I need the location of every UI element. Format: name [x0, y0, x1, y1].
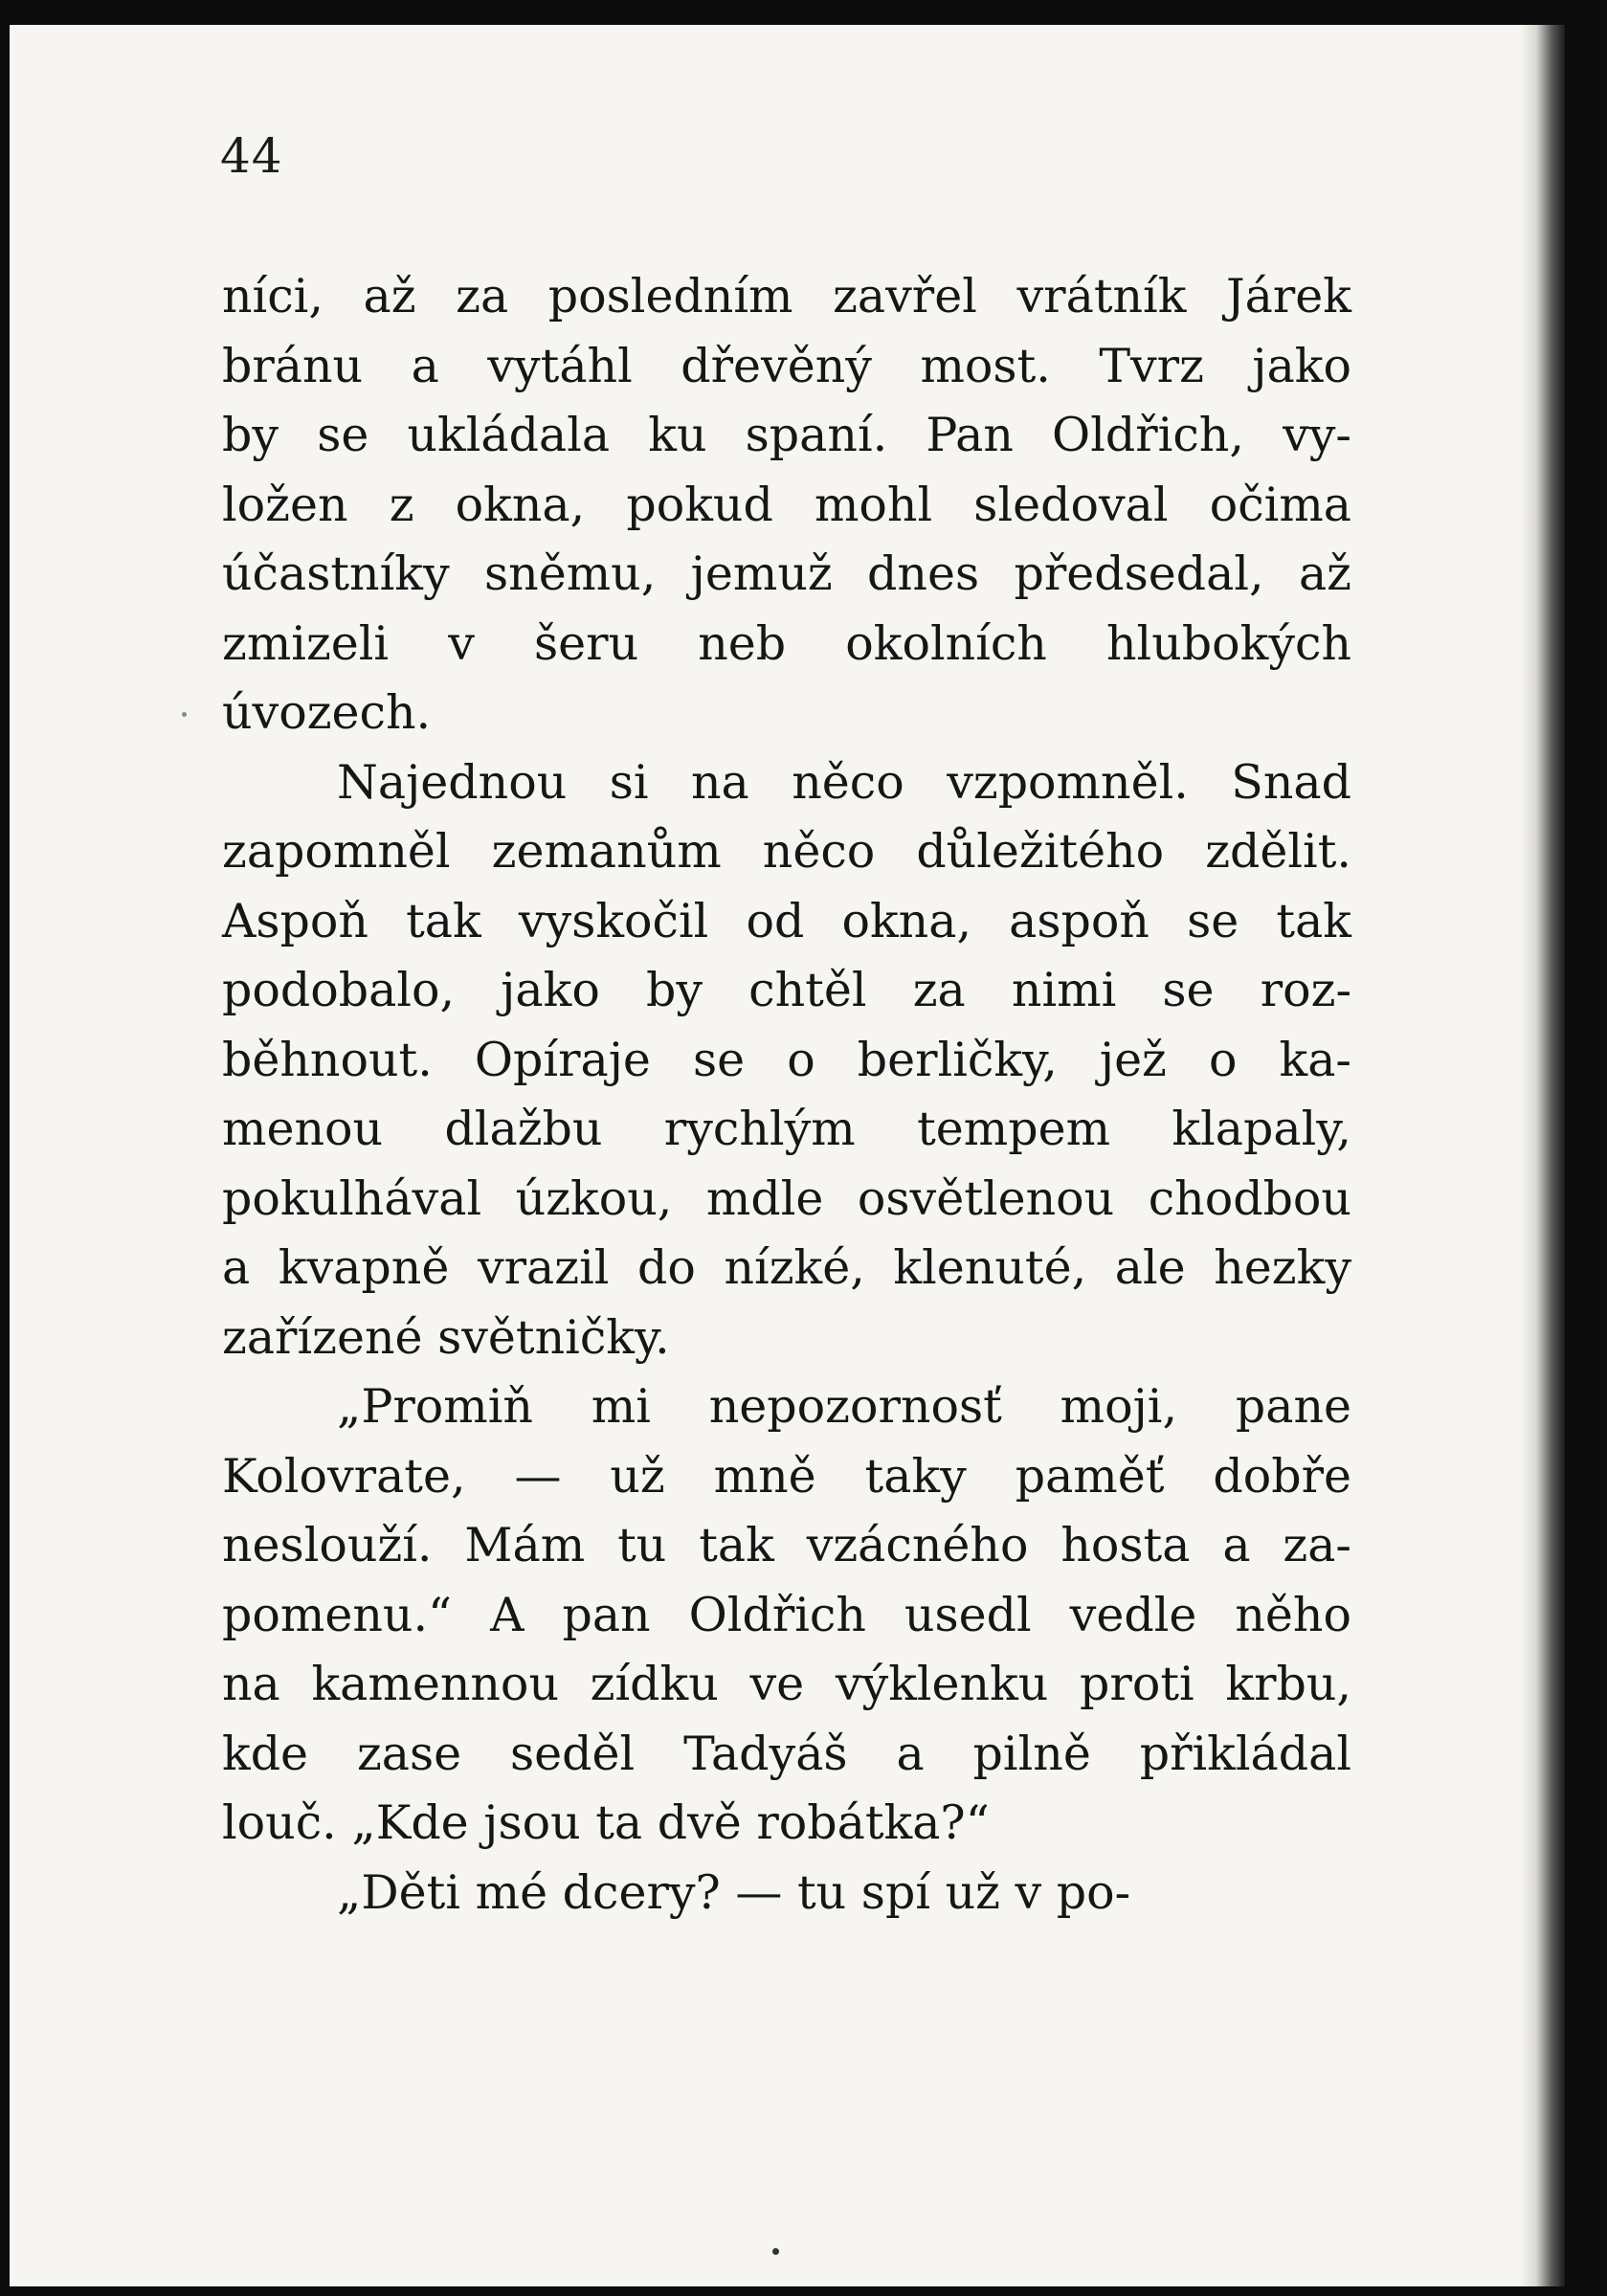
text-line: kde zase seděl Tadyáš a pilně přikládal [222, 1726, 1351, 1781]
body-text [222, 262, 1351, 1928]
page-edge-shadow [1521, 25, 1565, 2286]
text-line: běhnout. Opíraje se o berličky, jež o ka- [222, 1032, 1351, 1087]
text-line: úvozech. [222, 685, 432, 740]
text-line: pomenu.“ A pan Oldřich usedl vedle něho [222, 1587, 1351, 1642]
text-line: bránu a vytáhl dřevěný most. Tvrz jako [222, 338, 1351, 393]
text-line: neslouží. Mám tu tak vzácného hosta a za- [222, 1518, 1351, 1572]
text-line: Kolovrate, — už mně taky paměť dobře [222, 1448, 1351, 1504]
text-line: Aspoň tak vyskočil od okna, aspoň se tak [222, 893, 1351, 948]
text-line: Najednou si na něco vzpomněl. Snad [337, 754, 1351, 810]
page-number: 44 [220, 128, 283, 184]
text-line: menou dlažbu rychlým tempem klapaly, [222, 1102, 1351, 1156]
text-line: louč. „Kde jsou ta dvě robátka?“ [222, 1795, 990, 1850]
text-line: zmizeli v šeru neb okolních hlubokých [222, 615, 1351, 671]
text-line: účastníky sněmu, jemuž dnes předsedal, až [222, 546, 1351, 601]
text-line: na kamennou zídku ve výklenku proti krbu, [222, 1657, 1351, 1711]
book-page [10, 25, 1565, 2286]
print-speck [772, 2248, 779, 2255]
text-line: ložen z okna, pokud mohl sledoval očima [222, 477, 1351, 532]
text-line: „Promiň mi nepozornosť moji, pane [337, 1379, 1351, 1434]
text-line: zapomněl zemanům něco důležitého zdělit. [222, 824, 1351, 879]
print-speck [182, 712, 187, 717]
text-line: níci, až za posledním zavřel vrátník Járek [222, 269, 1351, 323]
text-line: a kvapně vrazil do nízké, klenuté, ale hezky [222, 1240, 1351, 1295]
text-line: podobalo, jako by chtěl za nimi se roz- [222, 963, 1351, 1017]
text-line: zařízené světničky. [222, 1309, 670, 1365]
text-line: pokulhával úzkou, mdle osvětlenou chodbou [222, 1170, 1351, 1226]
text-line: by se ukládala ku spaní. Pan Oldřich, vy- [222, 408, 1351, 462]
text-line: „Děti mé dcery? — tu spí už v po- [337, 1864, 1131, 1920]
